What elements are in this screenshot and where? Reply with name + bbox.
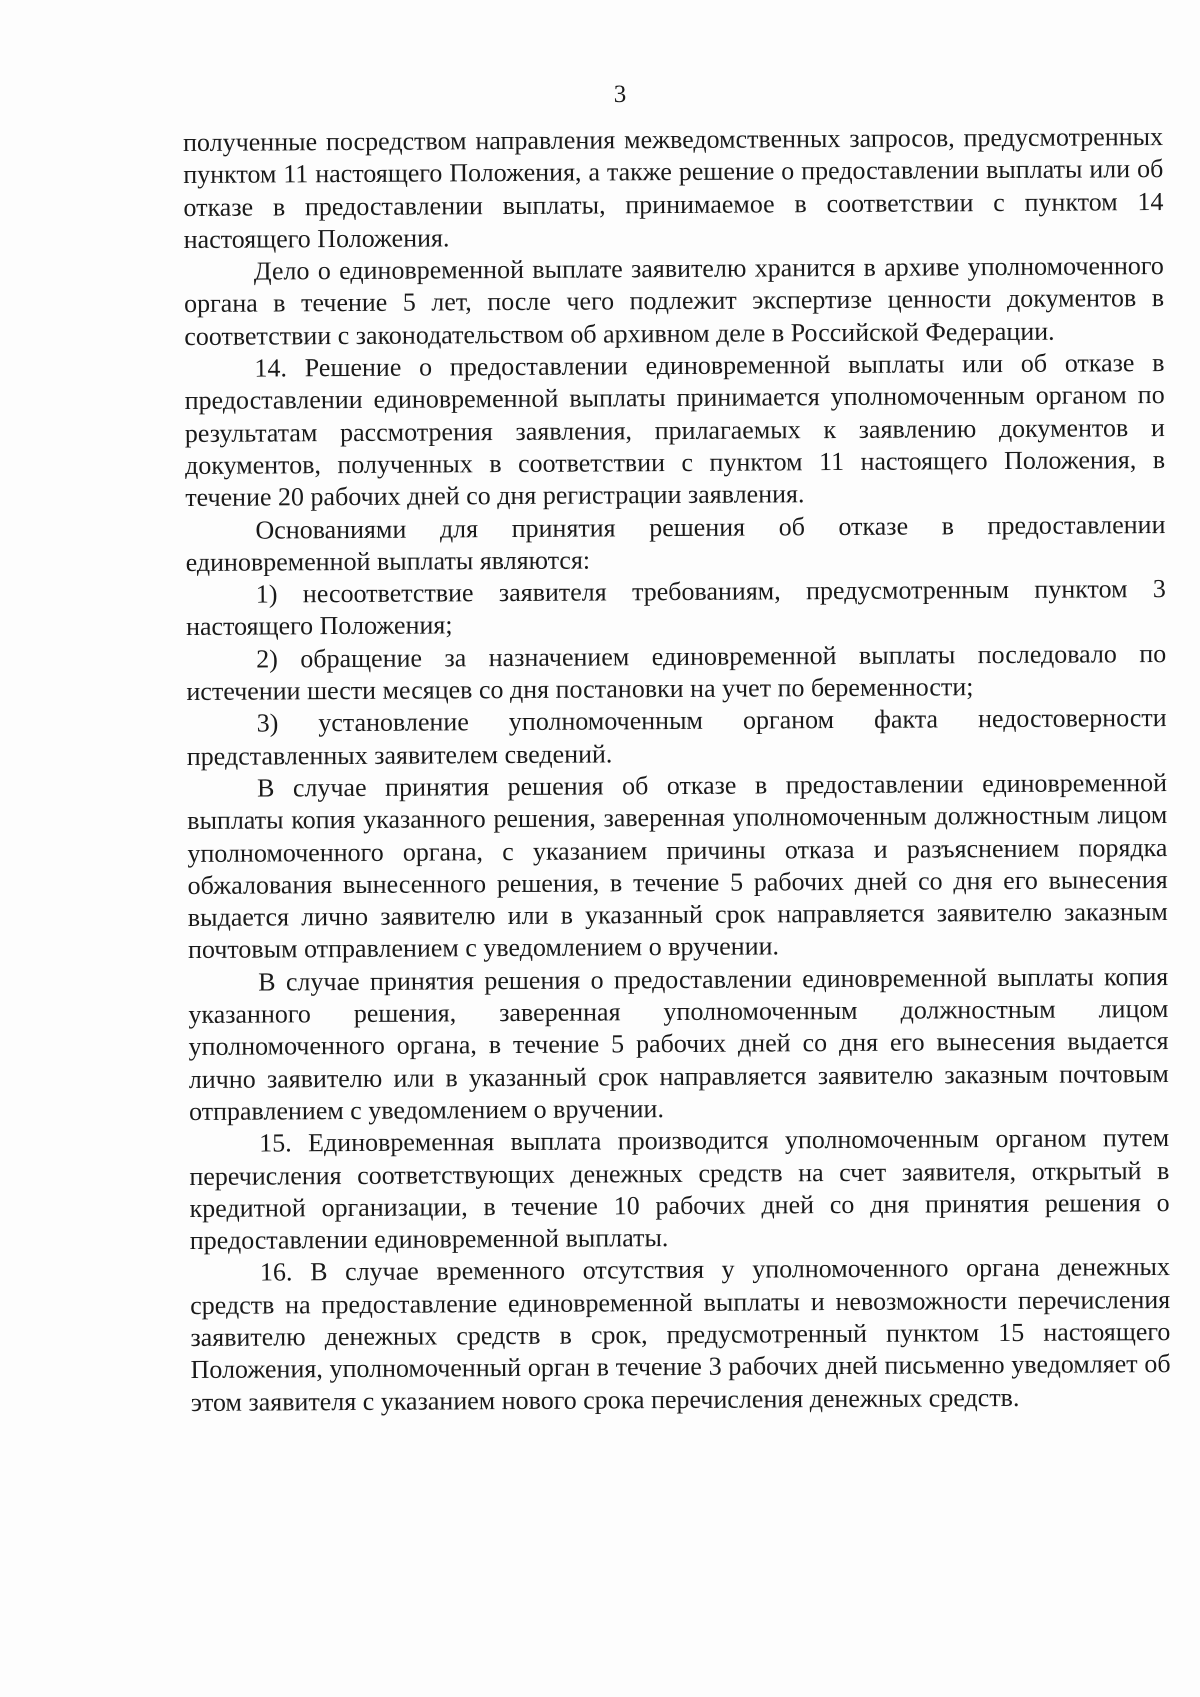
paragraph-refusal-grounds: Основаниями для принятия решения об отказе в предоставлении единовременной выплаты являются: [185,509,1166,577]
paragraph-refusal-notice: В случае принятия решения об отказе в предоставлении единовременной выплаты копия указанного решения, заверенная уполномоченным должностным лицом уполномоченного органа, с указанием причины отказа и разъяснением порядка обжалования вынесенного решения, в течение 5 рабочих дней со дня его вынесения выдается лично заявителю или в указанный срок направляется заявителю заказным почтовым отправлением с уведомлением о вручении. [187,767,1168,965]
paragraph-received-documents: полученные посредством направления межведомственных запросов, предусмотренных пунктом 11 настоящего Положения, а также решение о предоставлении выплаты или об отказе в предоставлении выплаты, принимаемое в соответствии с пунктом 14 настоящего Положения. [183,122,1164,254]
paragraph-clause-14: 14. Решение о предоставлении единовременной выплаты или об отказе в предоставлении единовременной выплаты принимается уполномоченным органом по результатам рассмотрения заявления, прилагаемых к заявлению документов и документов, полученных в соответствии с пунктом 11 настоящего Положения, в течение 20 рабочих дней со дня регистрации заявления. [184,348,1166,513]
page-number: 3 [613,81,627,108]
list-item-ground-3: 3) установление уполномоченным органом факта недостоверности представленных заявителем сведений. [186,703,1167,771]
document-body [183,121,1171,1419]
paragraph-clause-16: 16. В случае временного отсутствия у уполномоченного органа денежных средств на предоставление единовременной выплаты и невозможности перечисления заявителю денежных средств в срок, предусмотренный пунктом 15 настоящего Положения, уполномоченный орган в течение 3 рабочих дней письменно уведомляет об этом заявителя с указанием нового срока перечисления денежных средств. [190,1252,1171,1417]
paragraph-clause-15: 15. Единовременная выплата производится уполномоченным органом путем перечисления соответствующих денежных средств на счет заявителя, открытый в кредитной организации, в течение 10 рабочих дней со дня принятия решения о предоставлении единовременной выплаты. [189,1123,1170,1256]
paragraph-archive-storage: Дело о единовременной выплате заявителю хранится в архиве уполномоченного органа в течение 5 лет, после чего подлежит экспертизе ценности документов в соответствии с законодательством об архивном деле в Российской Федерации. [183,251,1165,351]
list-item-ground-2: 2) обращение за назначением единовременной выплаты последовало по истечении шести месяцев со дня постановки на учет по беременности; [186,638,1167,707]
paragraph-approval-notice: В случае принятия решения о предоставлении единовременной выплаты копия указанного решения, заверенная уполномоченным должностным лицом уполномоченного органа, в течение 5 рабочих дней со дня его вынесения выдается лично заявителю или в указанный срок направляется заявителю заказным почтовым отправлением с уведомлением о вручении. [188,961,1169,1126]
list-item-ground-1: 1) несоответствие заявителя требованиям, предусмотренным пунктом 3 настоящего Положения; [185,574,1166,642]
